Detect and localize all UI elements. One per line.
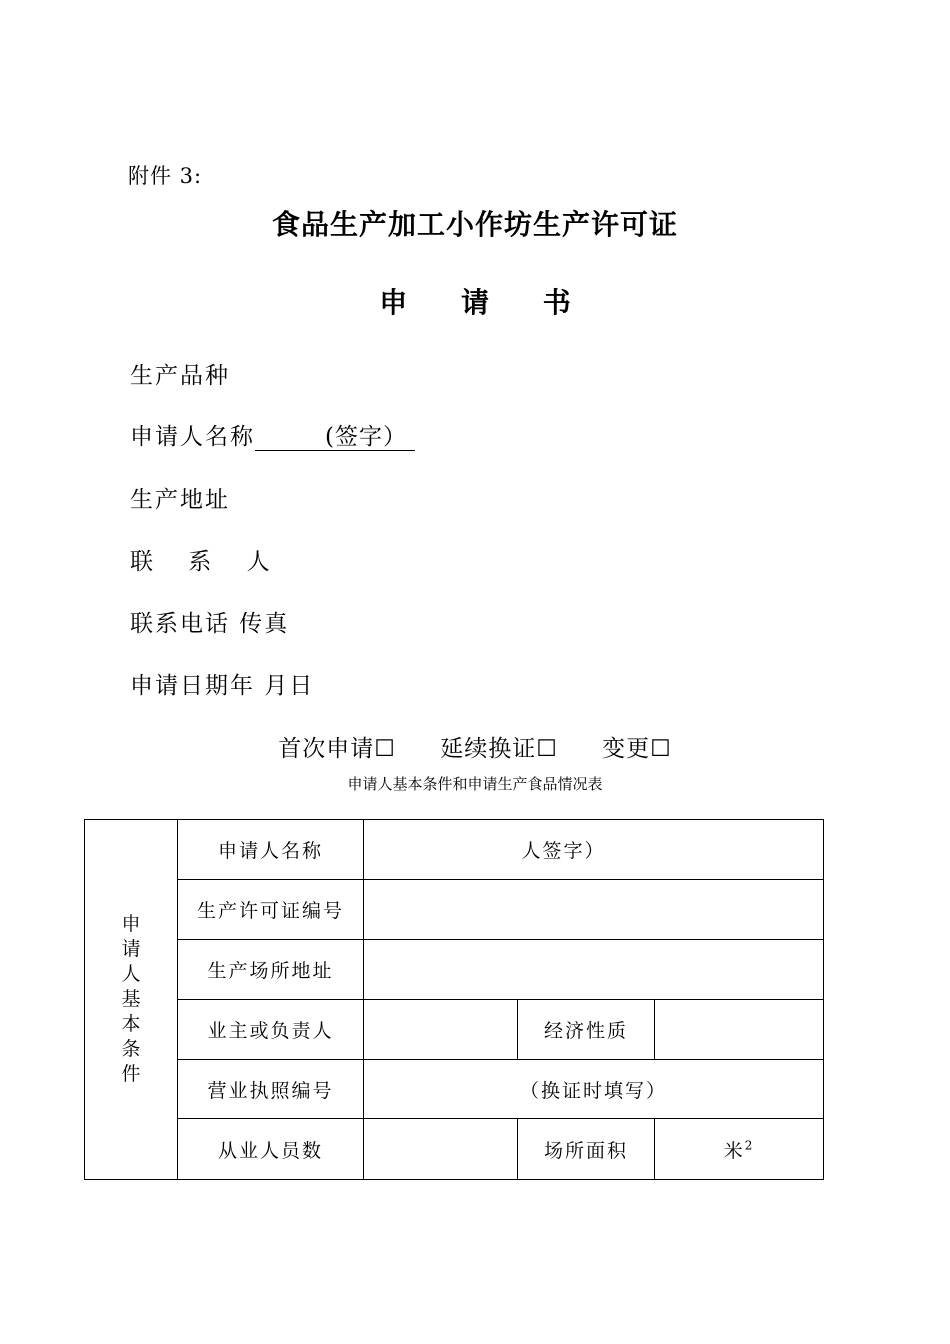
attachment-label: 附件 3: — [128, 164, 203, 188]
phone-fax-field: 联系电话 传真 — [130, 611, 290, 637]
applicant-signature-line[interactable]: (签字） — [255, 424, 415, 451]
row-label: 从业人员数 — [178, 1119, 364, 1180]
staff-count-cell[interactable] — [364, 1119, 518, 1180]
document-subtitle — [0, 281, 950, 321]
economic-nature-cell[interactable] — [655, 1000, 824, 1060]
section-label: 申请人基本条件 — [121, 913, 141, 1085]
first-application-checkbox[interactable]: 首次申请☐ — [278, 736, 396, 762]
business-license-cell[interactable]: （换证时填写） — [364, 1060, 824, 1119]
row-label: 申请人名称 — [178, 820, 364, 880]
product-variety-field: 生产品种 — [130, 363, 230, 389]
change-checkbox[interactable]: 变更☐ — [602, 736, 672, 762]
row-label: 生产许可证编号 — [178, 880, 364, 940]
applicant-name-cell[interactable]: 人签字） — [364, 820, 824, 880]
subtitle-char: 请 — [460, 286, 489, 319]
site-address-cell[interactable] — [364, 940, 824, 1000]
subtitle-char: 书 — [542, 286, 571, 319]
area-unit-superscript: 2 — [744, 1138, 755, 1153]
subtitle-char: 申 — [379, 286, 408, 319]
row-label: 业主或负责人 — [178, 1000, 364, 1060]
row-label: 场所面积 — [518, 1119, 655, 1180]
table-caption: 申请人基本条件和申请生产食品情况表 — [347, 775, 603, 793]
row-label: 营业执照编号 — [178, 1060, 364, 1119]
renewal-checkbox[interactable]: 延续换证☐ — [440, 736, 558, 762]
contact-person-field: 联 系 人 — [130, 549, 284, 575]
site-area-cell[interactable] — [655, 1119, 824, 1180]
area-unit: 米 — [723, 1139, 745, 1162]
applicant-conditions-table — [84, 819, 824, 1180]
row-label: 经济性质 — [518, 1000, 655, 1060]
production-address-field: 生产地址 — [130, 487, 230, 513]
document-title: 食品生产加工小作坊生产许可证 — [271, 208, 678, 241]
license-number-cell[interactable] — [364, 880, 824, 940]
applicant-name-field — [130, 418, 415, 451]
owner-cell[interactable] — [364, 1000, 518, 1060]
applicant-name-label: 申请人名称 — [130, 424, 255, 450]
apply-date-field: 申请日期年 月日 — [130, 673, 315, 699]
row-label: 生产场所地址 — [178, 940, 364, 1000]
section-label-cell — [85, 820, 178, 1180]
application-type-options — [0, 730, 950, 763]
